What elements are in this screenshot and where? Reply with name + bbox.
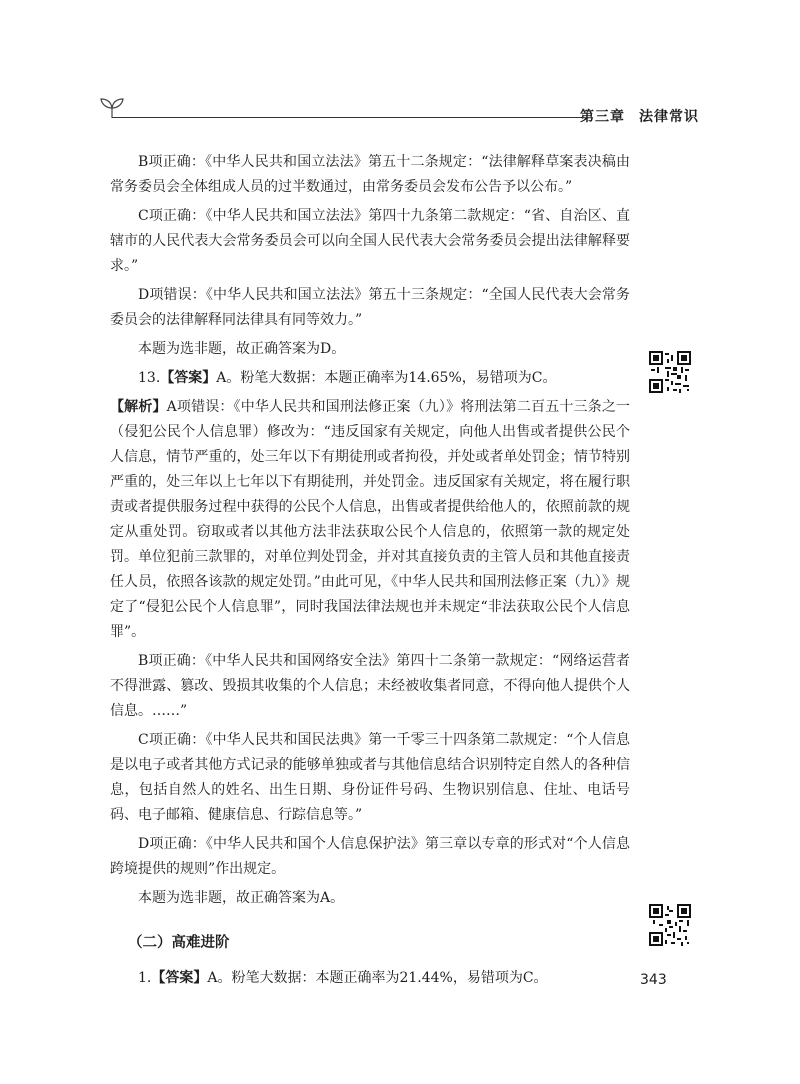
- paragraph-conclusion: 本题为选非题，故正确答案为D。: [138, 341, 346, 357]
- analysis-paragraph: [110, 395, 630, 645]
- paragraph-c-correct-2: C项正确：《中华人民共和国民法典》第一千零三十四条第二款规定：“个人信息是以电子或者其他方式记录的能够单独或者与其他信息结合识别特定自然人的各种信息，包括自然人的姓名、出生日期、身份证件号码、生物识别信息、住址、电话号码、电子邮箱、健康信息、行踪信息等。”: [110, 732, 630, 823]
- chapter-title: 法律常识: [639, 109, 699, 125]
- paragraph-c-correct: C项正确：《中华人民共和国立法法》第四十九条第二款规定：“省、自治区、直辖市的人民代表大会常务委员会可以向全国人民代表大会常务委员会提出法律解释要求。”: [110, 208, 630, 274]
- paragraph-d-correct-2: D项正确：《中华人民共和国个人信息保护法》第三章以专章的形式对“个人信息跨境提供的规则”作出规定。: [110, 836, 630, 877]
- paragraph-b-correct-2: B项正确：《中华人民共和国网络安全法》第四十二条第一款规定：“网络运营者不得泄露、篡改、毁损其收集的个人信息；未经被收集者同意，不得向他人提供个人信息。……”: [110, 653, 630, 719]
- paragraph-conclusion-2: 本题为选非题，故正确答案为A。: [138, 890, 345, 906]
- qr-code-icon-2[interactable]: [649, 904, 691, 946]
- question-13-answer-text: A。粉笔大数据：本题正确率为14.65%，易错项为C。: [216, 370, 557, 386]
- chapter-header: [580, 106, 699, 126]
- section-heading: （二）高难进阶: [128, 935, 230, 951]
- question-1-answer: [110, 966, 630, 991]
- answer-label: 【答案】: [160, 370, 217, 386]
- question-13-number: 13.: [138, 370, 161, 386]
- answer-label-2: 【答案】: [151, 970, 208, 986]
- question-1-answer-text: A。粉笔大数据：本题正确率为21.44%，易错项为C。: [207, 970, 548, 986]
- qr-code-icon[interactable]: [649, 351, 691, 393]
- chapter-number: 第三章: [580, 109, 625, 125]
- page-body: [110, 150, 630, 995]
- question-13-answer: [110, 366, 630, 391]
- header-rule: [112, 117, 582, 118]
- question-1-number: 1.: [138, 970, 152, 986]
- analysis-label: 【解析】: [110, 399, 167, 415]
- analysis-text: A项错误：《中华人民共和国刑法修正案（九）》将刑法第二百五十三条之一（侵犯公民个人信息罪）修改为：“违反国家有关规定，向他人出售或者提供公民个人信息，情节严重的，处三年以下有期徒刑或者拘役，并处或者单处罚金；情节特别严重的，处三年以上七年以下有期徒刑，并处罚金。违反国家有关规定，将在履行职责或者提供服务过程中获得的公民个人信息，出售或者提供给他人的，依照前款的规定从重处罚。窃取或者以其他方法非法获取公民个人信息的，依照第一款的规定处罚。单位犯前三款罪的，对单位判处罚金，并对其直接负责的主管人员和其他直接责任人员，依照各该款的规定处罚。”由此可见，《中华人民共和国刑法修正案（九）》规定了“侵犯公民个人信息罪”，同时我国法律法规也并未规定“非法获取公民个人信息罪”。: [110, 399, 631, 640]
- paragraph-b-correct: B项正确：《中华人民共和国立法法》第五十二条规定：“法律解释草案表决稿由常务委员会全体组成人员的过半数通过，由常务委员会发布公告予以公布。”: [110, 154, 630, 195]
- page-number: 343: [640, 972, 667, 988]
- paragraph-d-wrong: D项错误：《中华人民共和国立法法》第五十三条规定：“全国人民代表大会常务委员会的法律解释同法律具有同等效力。”: [110, 287, 630, 328]
